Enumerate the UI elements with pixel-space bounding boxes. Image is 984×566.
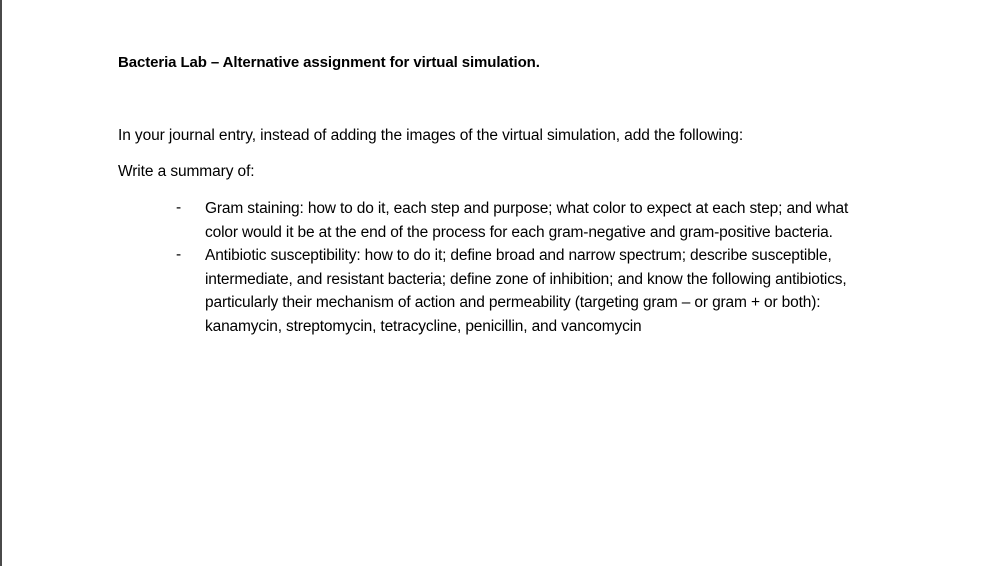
document-title: Bacteria Lab – Alternative assignment for virtual simulation. <box>118 54 540 71</box>
list-item-text: Antibiotic susceptibility: how to do it; define broad and narrow spectrum; describe susceptible, intermediate, and resistant bacteria; define zone of inhibition; and know the following antibiotics, particularly their mechanism of action and permeability (targeting gram – or gram + or both): kanamycin, streptomycin, tetracycline, penicillin, and vancomycin <box>205 247 847 335</box>
list-item-text: Gram staining: how to do it, each step and purpose; what color to expect at each step; and what color would it be at the end of the process for each gram-negative and gram-positive bacteria. <box>205 200 849 241</box>
summary-list <box>2 197 984 338</box>
intro-paragraph: In your journal entry, instead of adding the images of the virtual simulation, add the following: <box>118 127 744 144</box>
list-item-gram-staining <box>2 197 984 244</box>
document-page <box>2 0 984 566</box>
bullet-dash: - <box>176 246 182 263</box>
bullet-dash: - <box>176 199 182 216</box>
list-item-antibiotic-susceptibility <box>2 244 984 338</box>
summary-lead-text: Write a summary of: <box>118 163 255 180</box>
